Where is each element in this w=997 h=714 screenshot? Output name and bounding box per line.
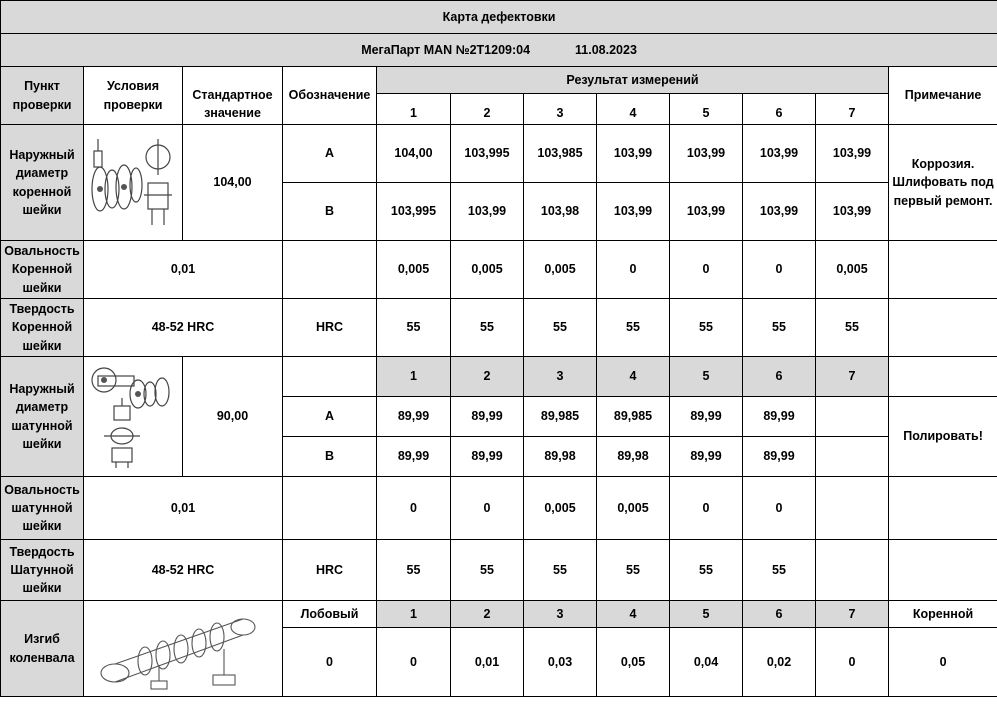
main-diameter-standard: 104,00 bbox=[183, 125, 283, 241]
rod-hardness-value: 55 bbox=[670, 540, 743, 601]
bend-value: 0,05 bbox=[597, 628, 670, 697]
rod-hardness-value: 55 bbox=[743, 540, 816, 601]
main-diameter-a-value: 103,985 bbox=[524, 125, 597, 183]
bend-value: 0 bbox=[816, 628, 889, 697]
header-designation: Обозначение bbox=[283, 67, 377, 125]
rod-diameter-a-value bbox=[816, 397, 889, 437]
main-diameter-b-value: 103,99 bbox=[597, 183, 670, 241]
bend-value: 0,01 bbox=[451, 628, 524, 697]
bend-value: 0,04 bbox=[670, 628, 743, 697]
rod-hardness-note bbox=[889, 540, 997, 601]
rod-diameter-a-value: 89,99 bbox=[743, 397, 816, 437]
rod-hardness-designation: HRC bbox=[283, 540, 377, 601]
main-ovality-value: 0 bbox=[597, 241, 670, 299]
card-title: Карта дефектовки bbox=[1, 1, 997, 34]
rod-hardness-value: 55 bbox=[451, 540, 524, 601]
rod-ovality-value: 0 bbox=[743, 477, 816, 540]
main-ovality-value: 0 bbox=[670, 241, 743, 299]
rod-diameter-b-value: 89,99 bbox=[743, 437, 816, 477]
rod-ovality-value: 0 bbox=[451, 477, 524, 540]
rod-diameter-designation-b: B bbox=[283, 437, 377, 477]
rod-diameter-num: 5 bbox=[670, 357, 743, 397]
crankshaft-diagram-icon bbox=[93, 605, 273, 693]
rod-diameter-a-value: 89,99 bbox=[670, 397, 743, 437]
rod-journal-diagram-icon bbox=[86, 362, 180, 472]
main-diameter-b-value: 103,99 bbox=[816, 183, 889, 241]
header-num: 2 bbox=[451, 94, 524, 125]
rod-diameter-num: 7 bbox=[816, 357, 889, 397]
header-num: 3 bbox=[524, 94, 597, 125]
main-ovality-value: 0,005 bbox=[816, 241, 889, 299]
main-hardness-standard: 48-52 HRC bbox=[84, 299, 283, 357]
main-hardness-value: 55 bbox=[816, 299, 889, 357]
bend-num: 3 bbox=[524, 601, 597, 628]
rod-ovality-value: 0,005 bbox=[524, 477, 597, 540]
card-date: 11.08.2023 bbox=[575, 42, 637, 57]
header-num: 5 bbox=[670, 94, 743, 125]
header-num: 6 bbox=[743, 94, 816, 125]
rod-diameter-num: 6 bbox=[743, 357, 816, 397]
main-diameter-note: Коррозия. Шлифовать под первый ремонт. bbox=[889, 125, 997, 241]
main-hardness-value: 55 bbox=[377, 299, 451, 357]
main-diameter-a-value: 103,99 bbox=[743, 125, 816, 183]
rod-diameter-b-value: 89,99 bbox=[451, 437, 524, 477]
rod-ovality-label: Овальность шатунной шейки bbox=[1, 477, 84, 540]
rod-diameter-designation-empty bbox=[283, 357, 377, 397]
bend-frontal-label: Лобовый bbox=[283, 601, 377, 628]
main-diameter-a-value: 103,99 bbox=[670, 125, 743, 183]
header-num: 1 bbox=[377, 94, 451, 125]
main-diameter-b-value: 103,98 bbox=[524, 183, 597, 241]
rod-hardness-label: Твердость Шатунной шейки bbox=[1, 540, 84, 601]
rod-diameter-standard: 90,00 bbox=[183, 357, 283, 477]
part-number: МегаПарт MAN №2Т1209:04 bbox=[361, 42, 531, 57]
rod-hardness-value: 55 bbox=[524, 540, 597, 601]
main-diameter-a-value: 104,00 bbox=[377, 125, 451, 183]
rod-ovality-value bbox=[816, 477, 889, 540]
header-point: Пункт проверки bbox=[1, 67, 84, 125]
main-diameter-designation-a: A bbox=[283, 125, 377, 183]
main-diameter-designation-b: B bbox=[283, 183, 377, 241]
main-ovality-value: 0,005 bbox=[524, 241, 597, 299]
bend-value: 0 bbox=[377, 628, 451, 697]
main-hardness-value: 55 bbox=[743, 299, 816, 357]
bend-num: 6 bbox=[743, 601, 816, 628]
card-subtitle bbox=[1, 34, 997, 67]
rod-diameter-num: 4 bbox=[597, 357, 670, 397]
header-conditions: Условия проверки bbox=[84, 67, 183, 125]
header-standard: Стандартное значение bbox=[183, 67, 283, 125]
bend-value: 0,03 bbox=[524, 628, 597, 697]
header-num: 7 bbox=[816, 94, 889, 125]
rod-diameter-designation-a: A bbox=[283, 397, 377, 437]
main-hardness-value: 55 bbox=[451, 299, 524, 357]
rod-ovality-standard: 0,01 bbox=[84, 477, 283, 540]
main-diameter-a-value: 103,99 bbox=[597, 125, 670, 183]
rod-diameter-note: Полировать! bbox=[889, 397, 997, 477]
rod-hardness-value: 55 bbox=[377, 540, 451, 601]
rod-diameter-b-value: 89,98 bbox=[524, 437, 597, 477]
main-ovality-note bbox=[889, 241, 997, 299]
rod-diameter-num: 1 bbox=[377, 357, 451, 397]
rod-hardness-value bbox=[816, 540, 889, 601]
rod-diameter-b-value: 89,98 bbox=[597, 437, 670, 477]
main-hardness-designation: HRC bbox=[283, 299, 377, 357]
main-diameter-a-value: 103,995 bbox=[451, 125, 524, 183]
header-results: Результат измерений bbox=[377, 67, 889, 94]
main-journal-diagram bbox=[84, 125, 183, 241]
rod-hardness-standard: 48-52 HRC bbox=[84, 540, 283, 601]
main-ovality-value: 0 bbox=[743, 241, 816, 299]
main-diameter-b-value: 103,99 bbox=[743, 183, 816, 241]
rod-diameter-a-value: 89,99 bbox=[451, 397, 524, 437]
main-diameter-label: Наружный диаметр коренной шейки bbox=[1, 125, 84, 241]
rod-ovality-value: 0 bbox=[670, 477, 743, 540]
main-journal-diagram-icon bbox=[86, 129, 180, 237]
rod-diameter-b-value: 89,99 bbox=[670, 437, 743, 477]
rod-diameter-a-value: 89,99 bbox=[377, 397, 451, 437]
bend-frontal-value: 0 bbox=[283, 628, 377, 697]
rod-ovality-value: 0,005 bbox=[597, 477, 670, 540]
header-num: 4 bbox=[597, 94, 670, 125]
bend-num: 1 bbox=[377, 601, 451, 628]
main-ovality-value: 0,005 bbox=[451, 241, 524, 299]
main-hardness-value: 55 bbox=[597, 299, 670, 357]
bend-label: Изгиб коленвала bbox=[1, 601, 84, 697]
rod-ovality-value: 0 bbox=[377, 477, 451, 540]
rod-diameter-b-value bbox=[816, 437, 889, 477]
rod-ovality-designation bbox=[283, 477, 377, 540]
rod-diameter-b-value: 89,99 bbox=[377, 437, 451, 477]
rod-diameter-num: 3 bbox=[524, 357, 597, 397]
bend-main-value: 0 bbox=[889, 628, 997, 697]
main-diameter-b-value: 103,995 bbox=[377, 183, 451, 241]
main-hardness-value: 55 bbox=[670, 299, 743, 357]
bend-value: 0,02 bbox=[743, 628, 816, 697]
main-diameter-b-value: 103,99 bbox=[670, 183, 743, 241]
main-ovality-designation bbox=[283, 241, 377, 299]
main-ovality-standard: 0,01 bbox=[84, 241, 283, 299]
bend-num: 5 bbox=[670, 601, 743, 628]
bend-main-label: Коренной bbox=[889, 601, 997, 628]
rod-diameter-label: Наружный диаметр шатунной шейки bbox=[1, 357, 84, 477]
main-ovality-value: 0,005 bbox=[377, 241, 451, 299]
rod-diameter-num: 2 bbox=[451, 357, 524, 397]
rod-journal-diagram bbox=[84, 357, 183, 477]
main-hardness-note bbox=[889, 299, 997, 357]
main-diameter-b-value: 103,99 bbox=[451, 183, 524, 241]
rod-hardness-value: 55 bbox=[597, 540, 670, 601]
rod-diameter-a-value: 89,985 bbox=[524, 397, 597, 437]
main-ovality-label: Овальность Коренной шейки bbox=[1, 241, 84, 299]
bend-num: 2 bbox=[451, 601, 524, 628]
bend-num: 7 bbox=[816, 601, 889, 628]
crankshaft-diagram bbox=[84, 601, 283, 697]
header-note: Примечание bbox=[889, 67, 997, 125]
rod-diameter-note-empty bbox=[889, 357, 997, 397]
main-hardness-value: 55 bbox=[524, 299, 597, 357]
main-diameter-a-value: 103,99 bbox=[816, 125, 889, 183]
bend-num: 4 bbox=[597, 601, 670, 628]
rod-ovality-note bbox=[889, 477, 997, 540]
main-hardness-label: Твердость Коренной шейки bbox=[1, 299, 84, 357]
rod-diameter-a-value: 89,985 bbox=[597, 397, 670, 437]
